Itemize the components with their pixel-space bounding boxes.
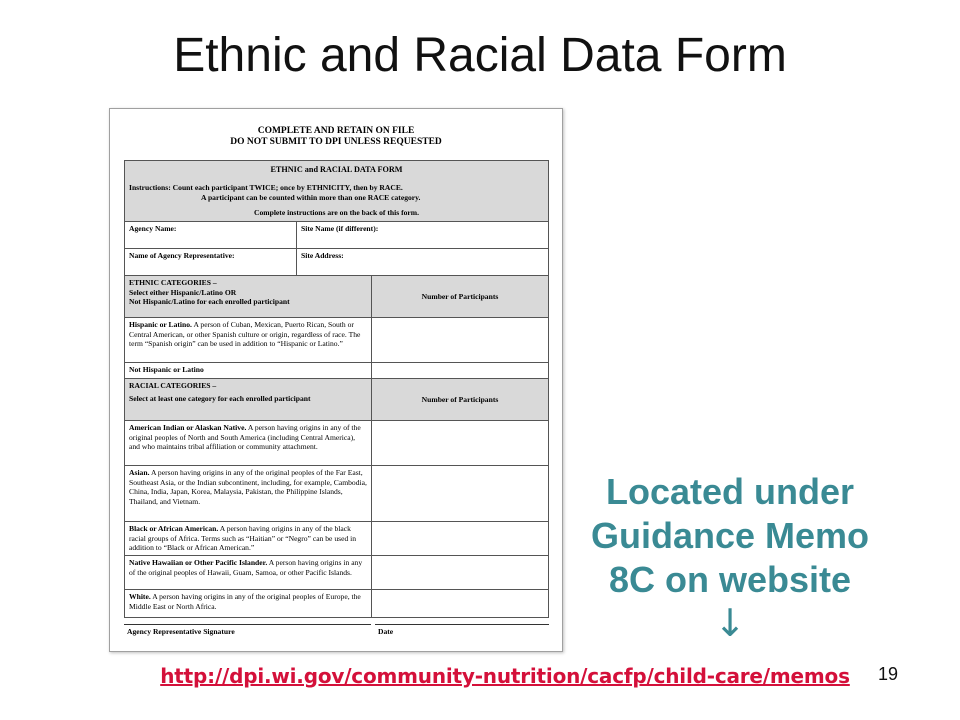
hispanic-desc: A person of Cuban, Mexican, Puerto Rican, South or Central American, or other Spanish culture or origin, regardless of race. The term “Spanish origin” can be used in addition to “Hispanic or Latino.” [129, 320, 361, 349]
asian-row [125, 466, 548, 522]
form-header [110, 126, 562, 148]
racial-header-row [125, 379, 548, 421]
form-image [109, 108, 563, 652]
ethnic-count-header: Number of Participants [421, 291, 499, 301]
asian-count-field[interactable] [372, 466, 548, 521]
instructions-line1: Instructions: Count each participant TWICE; once by ETHNICITY, then by RACE. [129, 182, 403, 192]
white-desc: A person having origins in any of the original peoples of Europe, the Middle East or North Africa. [129, 592, 361, 611]
agency-name-field[interactable]: Agency Name: [125, 222, 297, 248]
american-indian-row [125, 421, 548, 466]
signature-line[interactable]: Agency Representative Signature [124, 624, 371, 636]
slide-title: Ethnic and Racial Data Form [173, 29, 787, 82]
asian-desc: A person having origins in any of the original peoples of the Far East, Southeast Asia, or the Indian subcontinent, including, for example, Cambodia, China, India, Japan, Korea, Malaysia, Pakistan, the Philippine Islands, Thailand, and Vietnam. [129, 468, 367, 506]
form-header-line1: COMPLETE AND RETAIN ON FILE [257, 126, 415, 136]
american-indian-count-field[interactable] [372, 421, 548, 465]
american-indian-desc: A person having origins in any of the original peoples of North and South America (including Central America), and who maintains tribal affiliation or community attachment. [129, 423, 361, 452]
pacific-row [125, 556, 548, 590]
racial-count-header: Number of Participants [421, 394, 499, 404]
agency-row [125, 222, 548, 249]
black-label: Black or African American. [129, 524, 219, 533]
asian-label: Asian. [129, 468, 150, 477]
not-hispanic-count-field[interactable] [372, 363, 548, 378]
callout-line3: 8C on website [608, 559, 852, 600]
instructions-line2: A participant can be counted within more than one RACE category. [201, 193, 421, 203]
memos-link[interactable]: http://dpi.wi.gov/community-nutrition/cacfp/child-care/memos [160, 664, 850, 688]
racial-header: RACIAL CATEGORIES – Select at least one category for each enrolled participant [125, 379, 372, 420]
instructions-line3: Complete instructions are on the back of this form. [253, 207, 419, 217]
location-callout [570, 470, 890, 602]
form-instructions [129, 183, 544, 219]
not-hispanic-label: Not Hispanic or Latino [125, 363, 372, 378]
ethnic-header-row [125, 276, 548, 318]
white-label: White. [129, 592, 151, 601]
hispanic-row [125, 318, 548, 363]
pacific-count-field[interactable] [372, 556, 548, 589]
ethnic-header: ETHNIC CATEGORIES – Select either Hispanic/Latino OR Not Hispanic/Latino for each enrolled participant [125, 276, 372, 317]
pacific-label: Native Hawaiian or Other Pacific Islander. [129, 558, 268, 567]
form-title-row [125, 161, 548, 222]
form-header-line2: DO NOT SUBMIT TO DPI UNLESS REQUESTED [230, 137, 442, 147]
black-row [125, 522, 548, 556]
callout-line2: Guidance Memo [590, 515, 870, 556]
agency-rep-field[interactable]: Name of Agency Representative: [125, 249, 297, 275]
american-indian-label: American Indian or Alaskan Native. [129, 423, 247, 432]
site-address-field[interactable]: Site Address: [301, 251, 344, 260]
down-arrow-icon: ↓ [714, 601, 746, 645]
pacific-desc: A person having origins in any of the original peoples of Hawaii, Guam, Samoa, or other Pacific Islands. [129, 558, 363, 577]
hispanic-label: Hispanic or Latino. [129, 320, 192, 329]
callout-line1: Located under [605, 471, 855, 512]
white-row [125, 590, 548, 618]
black-desc: A person having origins in any of the black racial groups of Africa. Terms such as “Haitian” or “Negro” can be used in addition to “Black or African American.” [129, 524, 357, 553]
not-hispanic-row [125, 363, 548, 379]
black-count-field[interactable] [372, 522, 548, 555]
hispanic-count-field[interactable] [372, 318, 548, 362]
signature-row [124, 624, 549, 636]
white-count-field[interactable] [372, 590, 548, 617]
site-name-field[interactable]: Site Name (if different): [301, 224, 379, 233]
form-table [124, 160, 549, 618]
representative-row [125, 249, 548, 276]
page-number: 19 [878, 664, 899, 684]
date-line[interactable]: Date [375, 624, 549, 636]
form-title: ETHNIC and RACIAL DATA FORM [270, 165, 403, 174]
